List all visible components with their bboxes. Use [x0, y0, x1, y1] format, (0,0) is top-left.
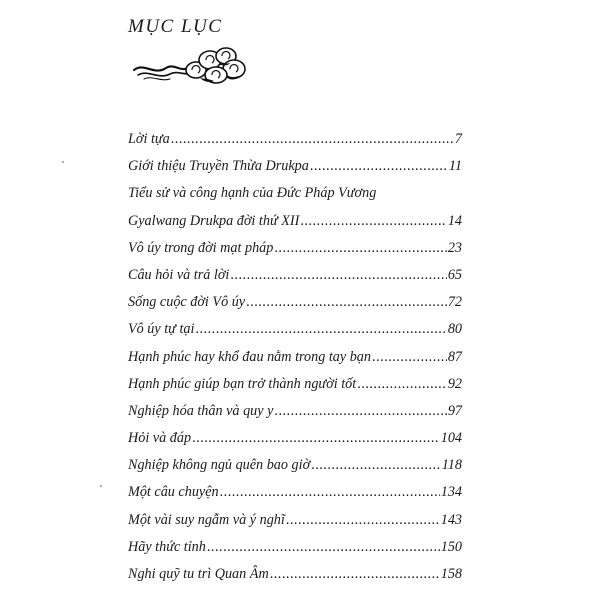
dot-leader	[207, 534, 440, 561]
toc-page-number: 158	[440, 566, 462, 582]
toc-title: Vô úy trong đời mạt pháp	[128, 239, 274, 256]
table-of-contents	[128, 126, 462, 588]
toc-title: Nghiệp không ngủ quên bao giờ	[128, 457, 311, 474]
dot-leader	[311, 452, 441, 479]
toc-entry[interactable]	[128, 398, 462, 425]
toc-entry[interactable]	[128, 452, 462, 479]
page-title: MỤC LỤC	[128, 16, 223, 37]
toc-page-number: 65	[447, 266, 462, 283]
toc-entry[interactable]	[128, 561, 462, 588]
toc-entry[interactable]	[128, 289, 462, 316]
toc-page-number: 87	[447, 348, 462, 365]
toc-entry[interactable]	[128, 180, 462, 207]
toc-entry[interactable]	[128, 126, 462, 153]
toc-entry[interactable]	[128, 208, 462, 235]
dot-leader	[357, 371, 447, 398]
toc-page-number: 23	[447, 239, 462, 256]
toc-page-number: 134	[440, 484, 462, 501]
toc-title: Gyalwang Drukpa đời thứ XII	[128, 212, 300, 229]
toc-page-number: 143	[440, 511, 462, 528]
toc-title: Hãy thức tỉnh	[128, 538, 206, 555]
toc-entry[interactable]	[128, 479, 462, 506]
dot-leader	[286, 507, 440, 534]
toc-entry[interactable]	[128, 262, 462, 289]
toc-title: Giới thiệu Truyền Thừa Drukpa	[128, 158, 309, 175]
dot-leader	[270, 561, 440, 588]
dot-leader	[220, 479, 440, 506]
dot-leader	[246, 289, 447, 316]
paper-speck	[62, 161, 64, 163]
dot-leader	[372, 344, 447, 371]
toc-entry[interactable]	[128, 507, 462, 534]
dot-leader	[310, 153, 448, 180]
toc-entry[interactable]	[128, 235, 462, 262]
cloud-ornament-icon	[130, 42, 250, 88]
toc-entry[interactable]	[128, 425, 462, 452]
toc-page-number: 80	[447, 321, 462, 338]
paper-speck	[100, 485, 102, 487]
toc-title: Hạnh phúc giúp bạn trở thành người tốt	[128, 375, 357, 392]
toc-entry[interactable]	[128, 153, 462, 180]
dot-leader	[171, 126, 454, 153]
toc-page-number: 14	[447, 212, 462, 229]
toc-title: Lời tựa	[128, 131, 170, 147]
toc-page-number: 118	[441, 457, 462, 474]
toc-title: Câu hỏi và trả lời	[128, 266, 230, 283]
toc-title: Tiểu sử và công hạnh của Đức Pháp Vương	[128, 185, 377, 202]
toc-page-number: 72	[447, 294, 462, 311]
toc-title: Sống cuộc đời Vô úy	[128, 294, 246, 311]
toc-title: Hạnh phúc hay khổ đau nằm trong tay bạn	[128, 348, 371, 365]
toc-entry[interactable]	[128, 316, 462, 343]
toc-title: Nghiệp hóa thân và quy y	[128, 402, 274, 419]
toc-title: Một vài suy ngẫm và ý nghĩ	[128, 511, 285, 528]
toc-page-number: 11	[448, 158, 462, 175]
toc-page-number: 92	[447, 375, 462, 392]
toc-entry[interactable]	[128, 344, 462, 371]
toc-page-number: 97	[447, 402, 462, 419]
toc-title: Hỏi và đáp	[128, 430, 192, 447]
toc-title: Nghi quỹ tu trì Quan Âm	[128, 566, 269, 582]
toc-page-number: 104	[440, 430, 462, 447]
toc-page-number: 7	[454, 131, 462, 147]
dot-leader	[195, 316, 446, 343]
dot-leader	[230, 262, 446, 289]
dot-leader	[274, 235, 446, 262]
toc-entry[interactable]	[128, 371, 462, 398]
toc-entry[interactable]	[128, 534, 462, 561]
toc-page-number: 150	[440, 538, 462, 555]
toc-title: Vô úy tự tại	[128, 321, 195, 338]
toc-title: Một câu chuyện	[128, 484, 219, 501]
dot-leader	[274, 398, 446, 425]
dot-leader	[192, 425, 440, 452]
dot-leader	[300, 208, 446, 235]
